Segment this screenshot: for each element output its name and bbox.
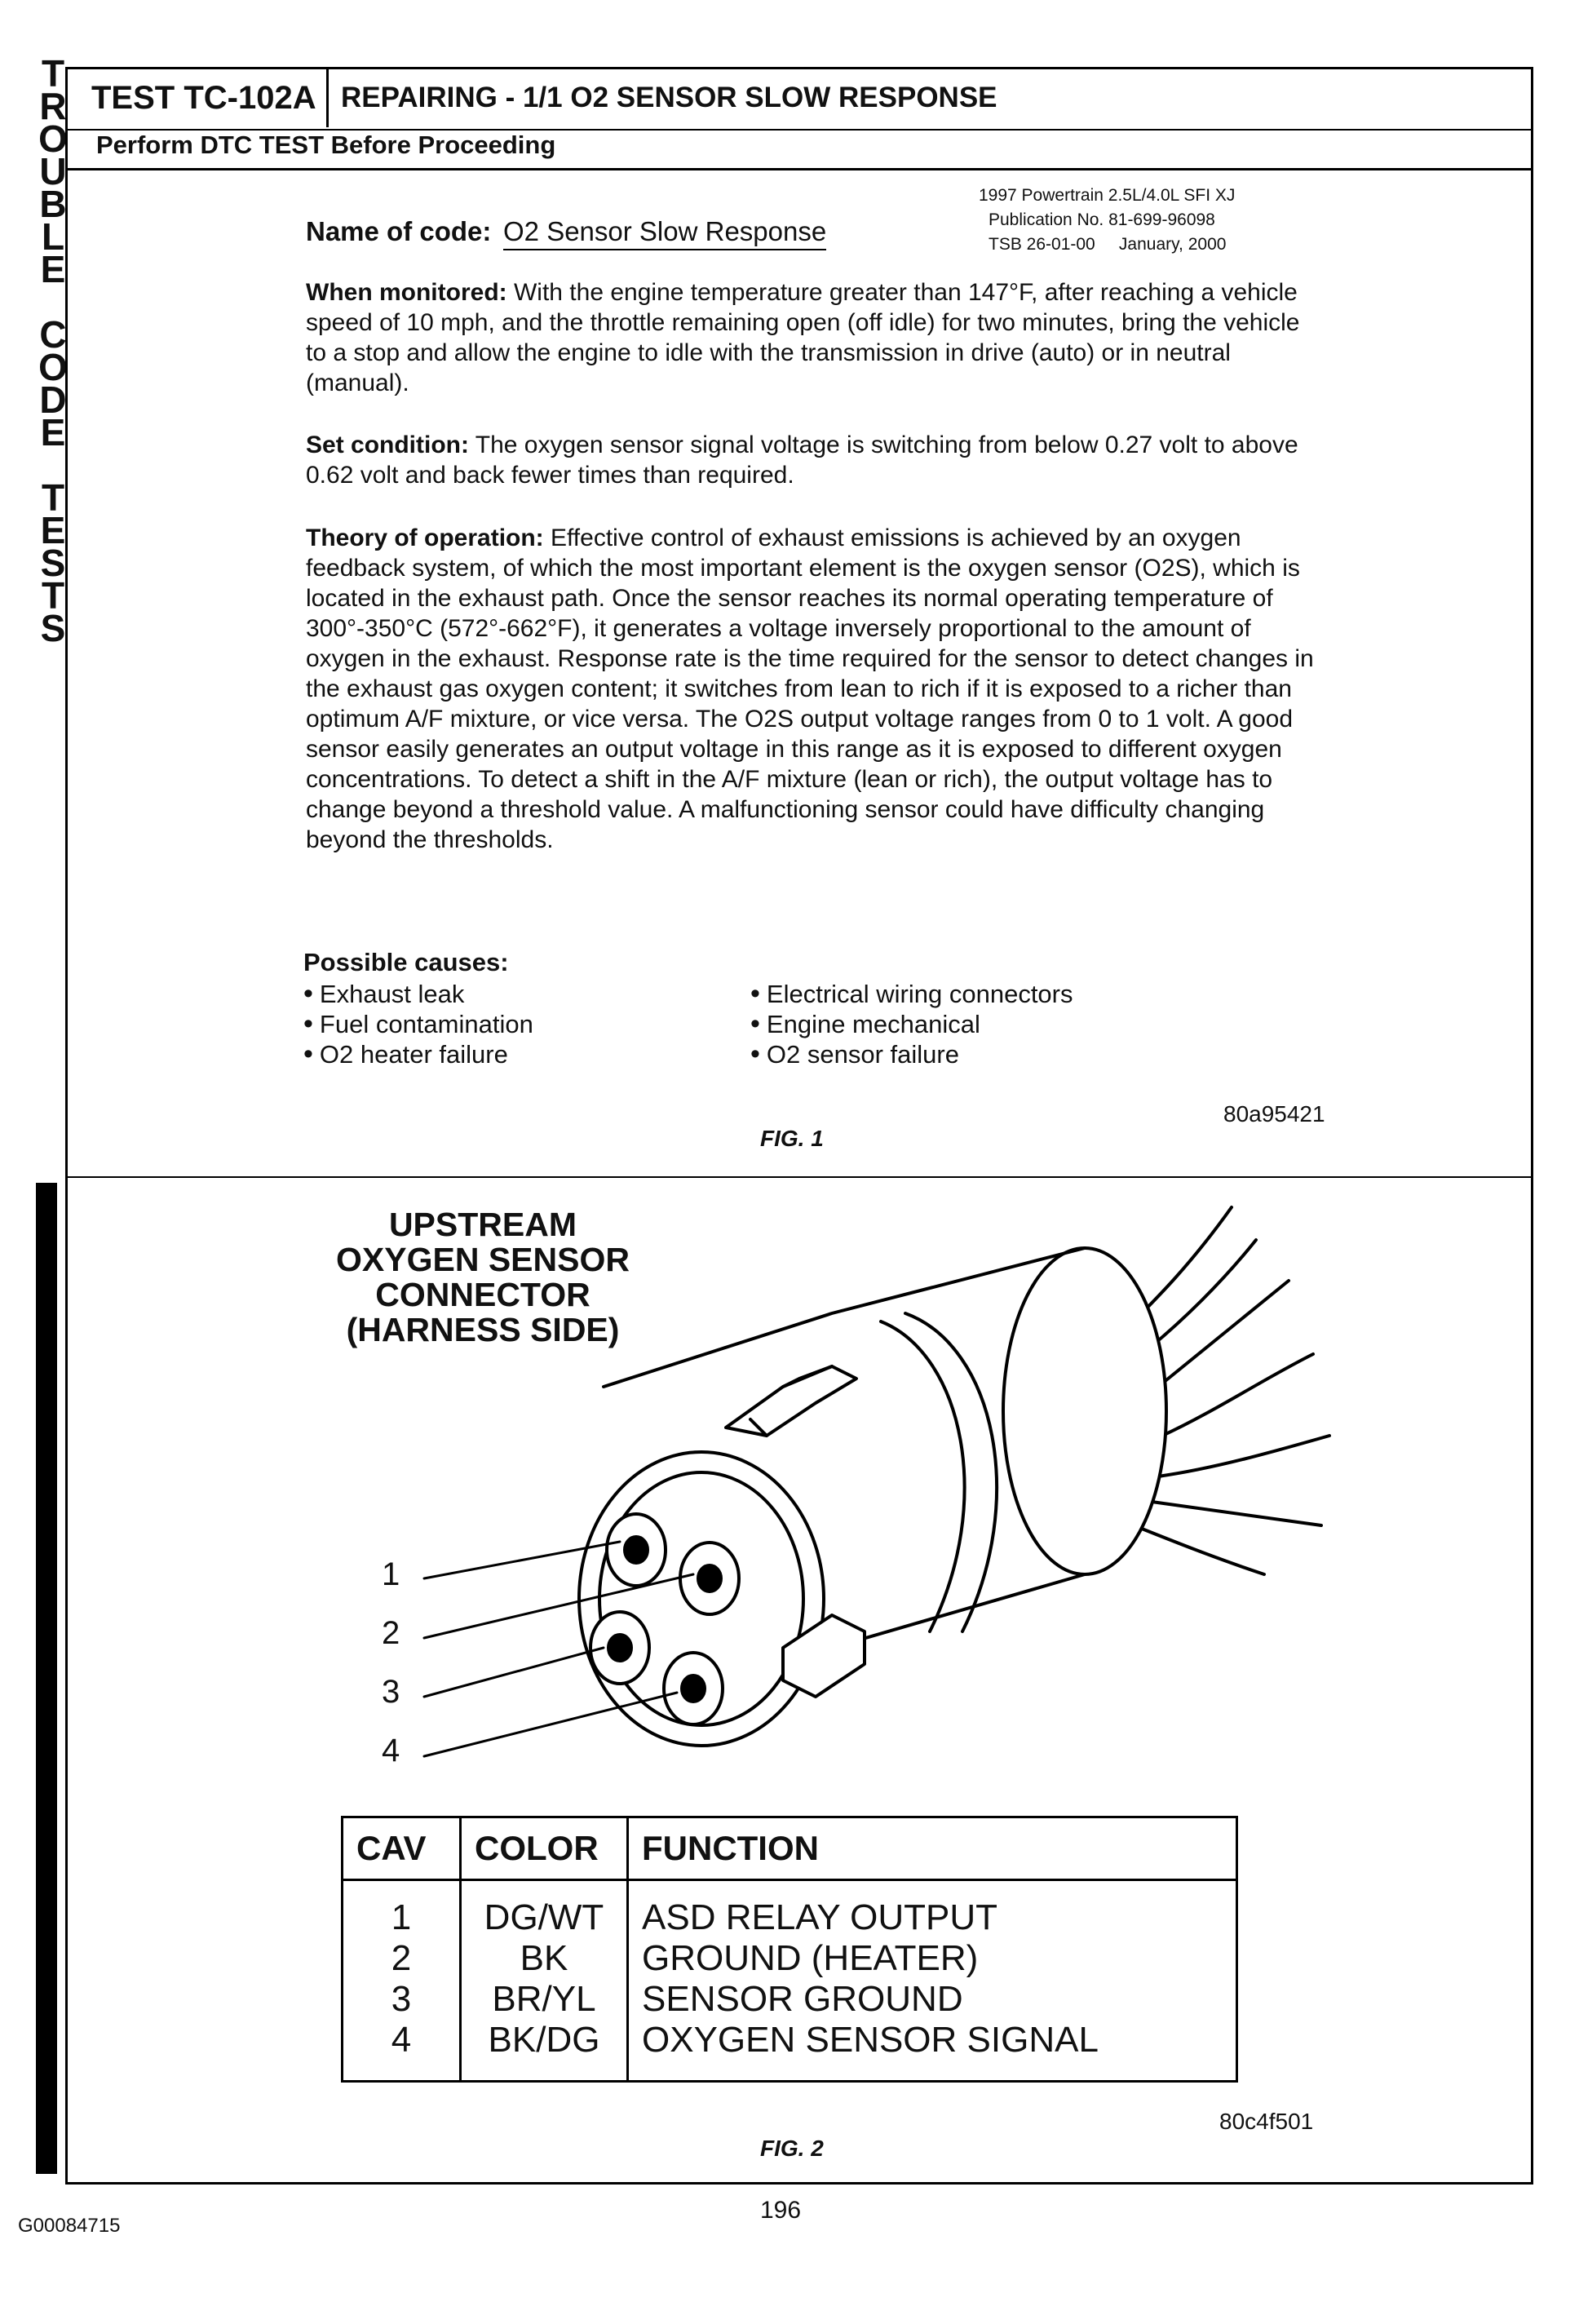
theory-label: Theory of operation: bbox=[306, 525, 544, 551]
color-cell: DG/WT bbox=[461, 1880, 628, 1939]
function-cell: ASD RELAY OUTPUT bbox=[628, 1880, 1237, 1939]
cav-cell: 4 bbox=[343, 2020, 461, 2082]
test-id: TEST TC-102A bbox=[82, 69, 329, 127]
sidebar-letter: O bbox=[38, 346, 68, 388]
publication-info bbox=[979, 184, 1235, 257]
cause-item: • Engine mechanical bbox=[750, 1009, 1073, 1039]
connector-label-line: UPSTREAM bbox=[388, 1206, 577, 1243]
connector-label-line: CONNECTOR bbox=[375, 1276, 590, 1313]
function-cell: GROUND (HEATER) bbox=[628, 1938, 1237, 1979]
pin-label: 1 bbox=[382, 1556, 400, 1592]
when-monitored-label: When monitored: bbox=[306, 279, 507, 306]
figure-caption: FIG. 1 bbox=[760, 1126, 824, 1151]
causes-left-list bbox=[303, 979, 533, 1069]
connector-label-line: OXYGEN SENSOR bbox=[336, 1241, 630, 1278]
cav-cell: 3 bbox=[343, 1979, 461, 2020]
sidebar-letter: O bbox=[38, 117, 68, 160]
figure-reference-code: 80a95421 bbox=[1223, 1101, 1325, 1127]
cause-item: • O2 sensor failure bbox=[750, 1039, 1073, 1069]
cause-item: • O2 heater failure bbox=[303, 1039, 533, 1069]
sidebar-letter: B bbox=[39, 183, 67, 225]
sidebar-letter: T bbox=[41, 52, 65, 95]
cav-cell: 1 bbox=[343, 1880, 461, 1939]
sidebar-letter: E bbox=[40, 248, 66, 290]
cav-cell: 2 bbox=[343, 1938, 461, 1979]
sidebar-letter: R bbox=[39, 85, 67, 127]
function-cell: OXYGEN SENSOR SIGNAL bbox=[628, 2020, 1237, 2082]
color-cell: BK bbox=[461, 1938, 628, 1979]
table-row bbox=[343, 1938, 1237, 1979]
cause-item: • Exhaust leak bbox=[303, 979, 533, 1009]
publication-line: 1997 Powertrain 2.5L/4.0L SFI XJ bbox=[979, 186, 1236, 205]
connector-illustration bbox=[375, 1191, 1387, 1778]
theory-paragraph bbox=[306, 523, 1317, 855]
cause-item: • Fuel contamination bbox=[303, 1009, 533, 1039]
page-number: 196 bbox=[760, 2197, 802, 2224]
column-header-function: FUNCTION bbox=[628, 1817, 1237, 1880]
function-cell: SENSOR GROUND bbox=[628, 1979, 1237, 2020]
sidebar-letter: E bbox=[40, 411, 66, 454]
sidebar-letter: T bbox=[41, 574, 65, 617]
table-row bbox=[343, 1880, 1237, 1939]
set-condition-paragraph bbox=[306, 430, 1317, 490]
theory-text: Effective control of exhaust emissions is achieved by an oxygen feedback system, of which the most important element is the oxygen sensor (O2S), which is located in the exhaust path. Once the sensor reaches its normal operating temperature of 300°-350°C (572°-662°F), it generates a voltage inversely proportional to the amount of oxygen in the exhaust. Response rate is the time required for the sensor to detect changes in the exhaust gas oxygen content; it switches from lean to rich if it is exposed to a richer than optimum A/F mixture, or vice versa. The O2S output voltage ranges from 0 to 1 volt. A good sensor easily generates an output voltage in this range as it is exposed to different oxygen concentrations. To detect a shift in the A/F mixture (lean or rich), the output voltage has to change beyond a threshold value. A malfunctioning sensor could have difficulty changing beyond the thresholds. bbox=[306, 525, 1314, 853]
causes-right-list bbox=[750, 979, 1073, 1069]
pin-label: 4 bbox=[382, 1733, 400, 1768]
publication-line: Publication No. 81-699-96098 bbox=[989, 210, 1215, 229]
publication-line: TSB 26-01-00 January, 2000 bbox=[989, 235, 1227, 254]
sidebar-letter: S bbox=[40, 607, 66, 649]
when-monitored-text: With the engine temperature greater than 147°F, after reaching a vehicle speed of 10 mph, and the throttle remaining open (off idle) for two minutes, bring the vehicle to a stop and allow the engine to idle with the transmission in drive (auto) or in neutral (manual). bbox=[306, 279, 1300, 396]
column-header-cav: CAV bbox=[343, 1817, 461, 1880]
table-row bbox=[343, 2020, 1237, 2082]
page-subtitle: Perform DTC TEST Before Proceeding bbox=[96, 131, 556, 159]
page-title: REPAIRING - 1/1 O2 SENSOR SLOW RESPONSE bbox=[341, 82, 997, 113]
section-tab-bar bbox=[36, 1183, 57, 2174]
figure-reference-code: 80c4f501 bbox=[1219, 2109, 1314, 2134]
set-condition-text: The oxygen sensor signal voltage is switching from below 0.27 volt to above 0.62 volt and back fewer times than required. bbox=[306, 432, 1298, 489]
sidebar-letter: E bbox=[40, 509, 66, 551]
table-row bbox=[343, 1979, 1237, 2020]
sidebar-letter: T bbox=[41, 476, 65, 519]
column-header-color: COLOR bbox=[461, 1817, 628, 1880]
sidebar-letter: C bbox=[39, 313, 67, 356]
figure-caption: FIG. 2 bbox=[760, 2136, 824, 2161]
pin-label: 2 bbox=[382, 1615, 400, 1651]
color-cell: BR/YL bbox=[461, 1979, 628, 2020]
connector-pinout-table bbox=[341, 1816, 1238, 2083]
cause-item: • Electrical wiring connectors bbox=[750, 979, 1073, 1009]
connector-label-line: (HARNESS SIDE) bbox=[346, 1311, 620, 1348]
table-header-row bbox=[343, 1817, 1237, 1880]
sidebar-letter: L bbox=[41, 215, 65, 258]
code-name-label: Name of code: bbox=[306, 216, 492, 246]
sidebar-letter: S bbox=[40, 542, 66, 584]
document-id: G00084715 bbox=[18, 2215, 121, 2237]
color-cell: BK/DG bbox=[461, 2020, 628, 2082]
set-condition-label: Set condition: bbox=[306, 432, 469, 458]
header-divider bbox=[65, 168, 1533, 170]
sidebar-letter: U bbox=[39, 150, 67, 193]
code-name-value: O2 Sensor Slow Response bbox=[503, 216, 826, 250]
sidebar-letter: D bbox=[39, 378, 67, 421]
figure-divider bbox=[65, 1176, 1533, 1178]
when-monitored-paragraph bbox=[306, 277, 1317, 398]
possible-causes-heading: Possible causes: bbox=[303, 948, 509, 976]
pin-label: 3 bbox=[382, 1674, 400, 1710]
